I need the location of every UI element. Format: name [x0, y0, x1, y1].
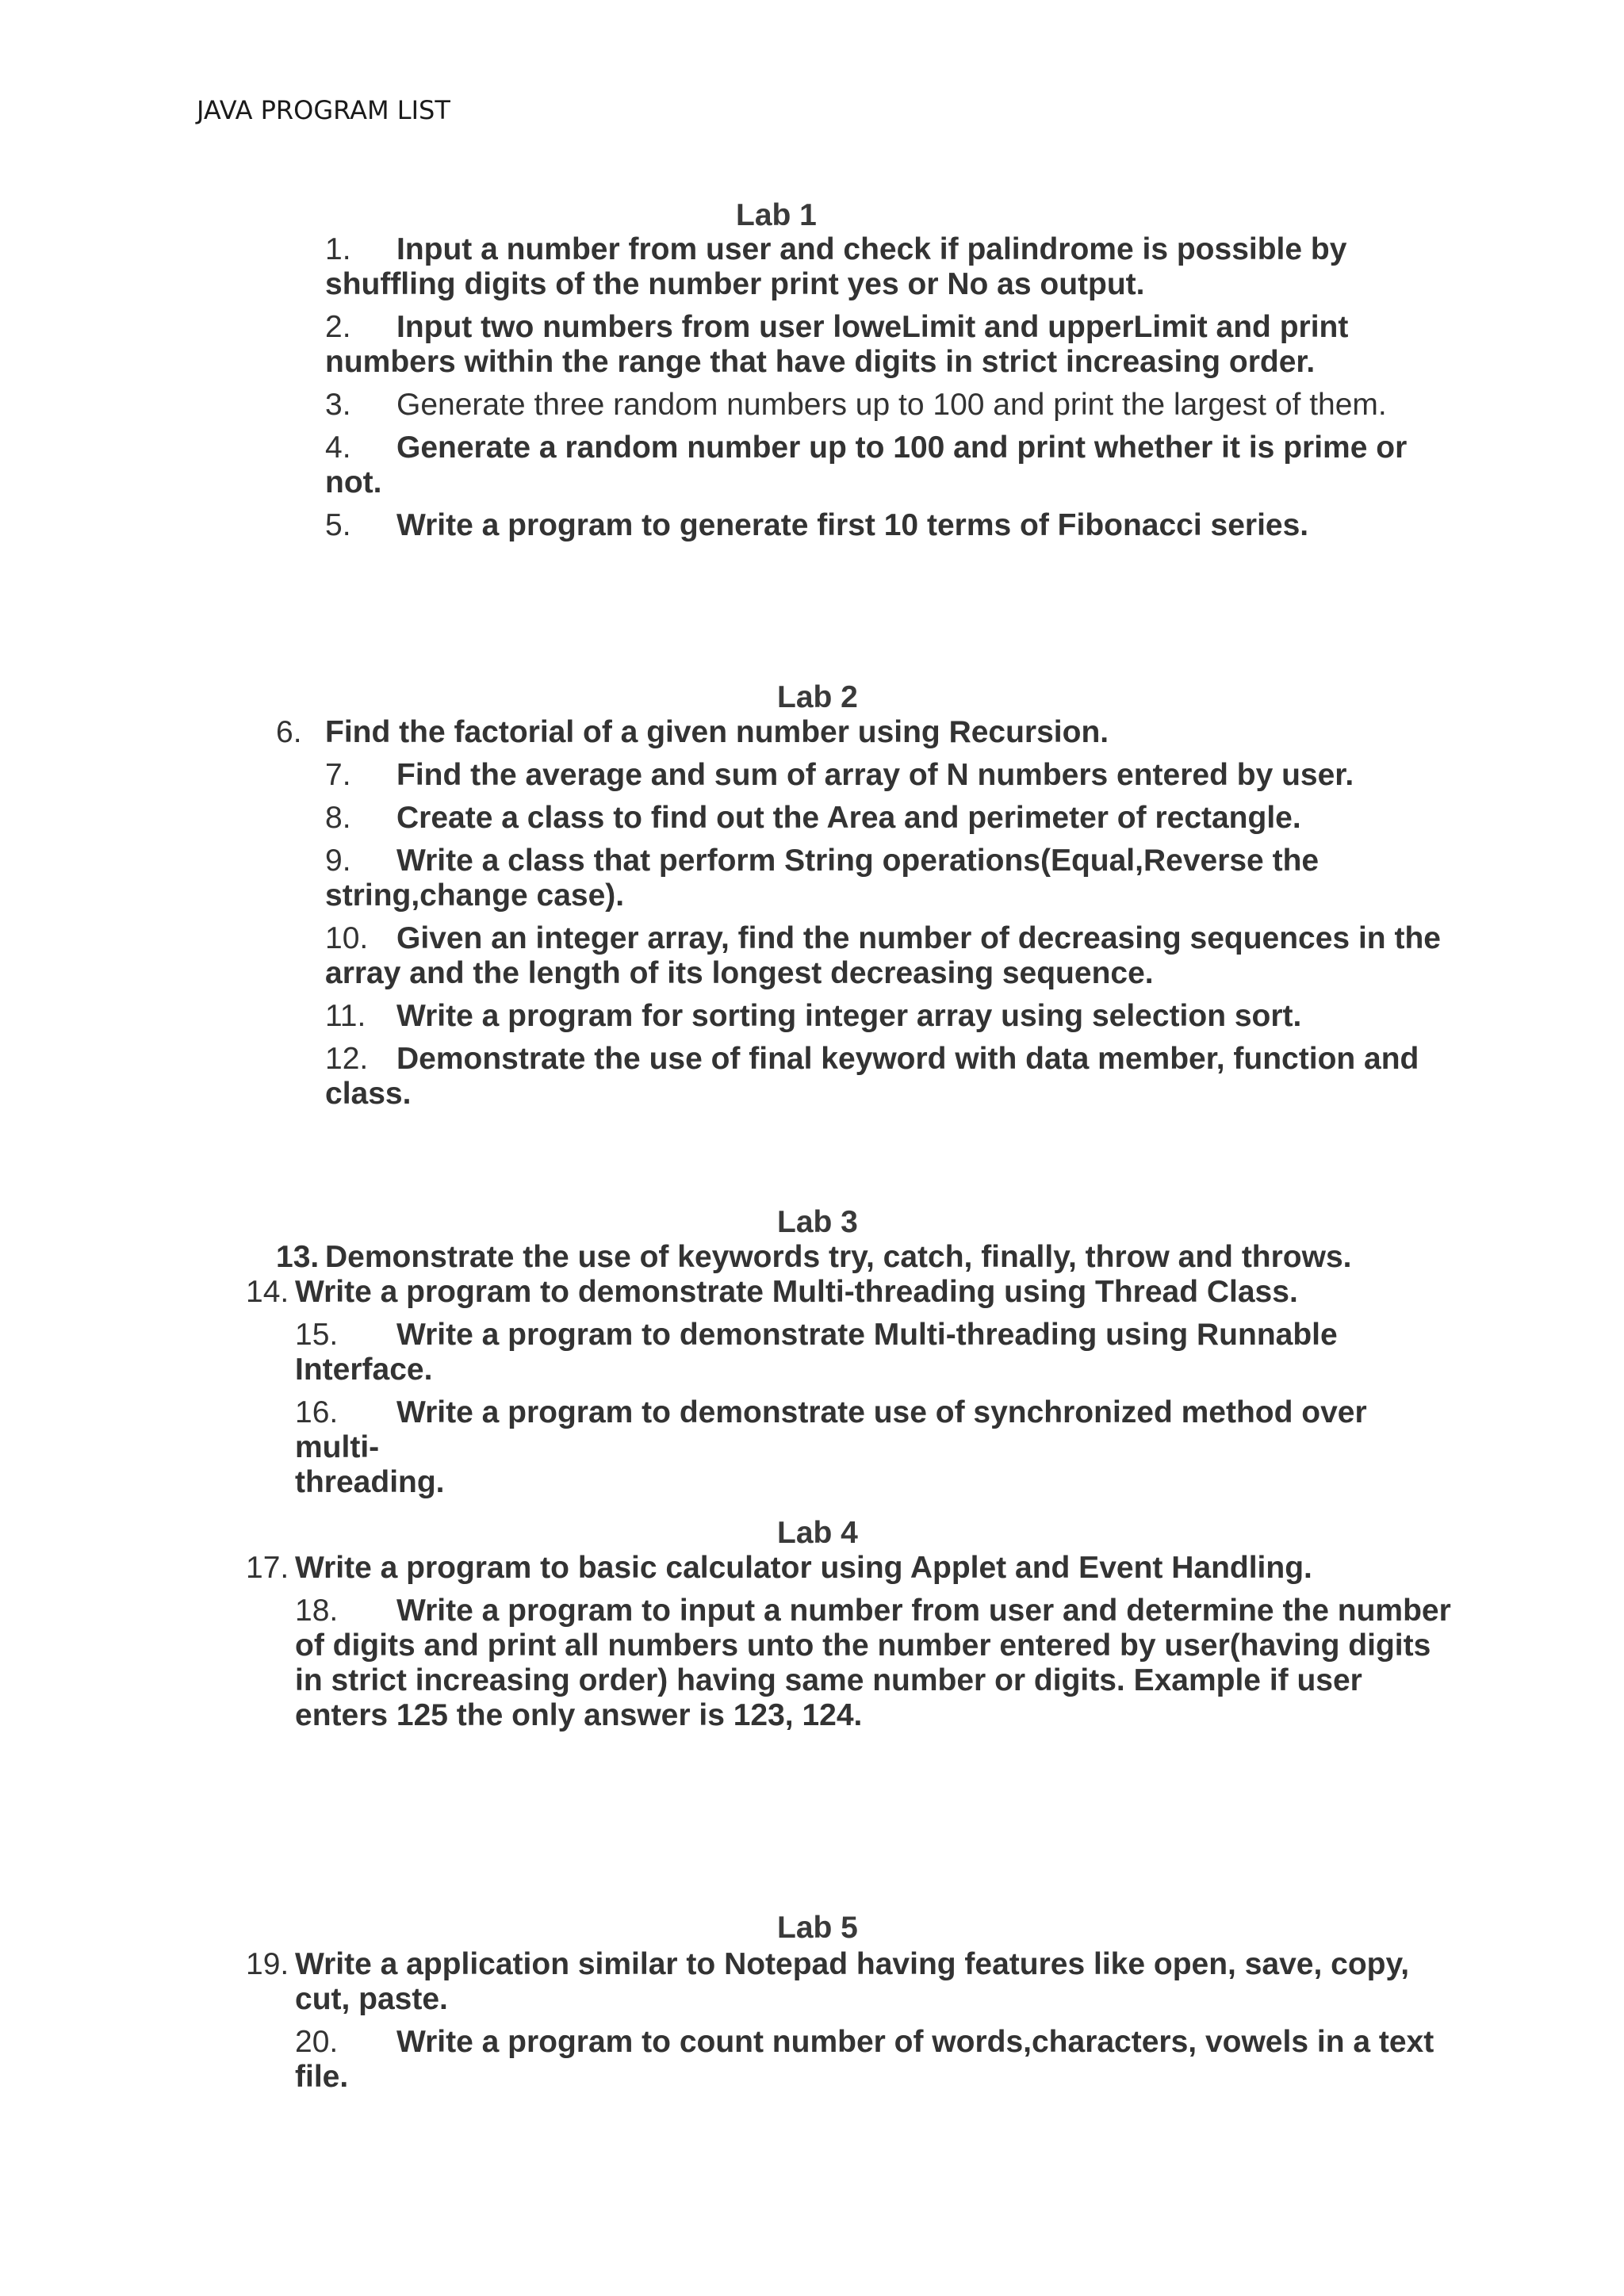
list-item: 19. Write a application similar to Notepad having features like open, save, copy, cut, paste.: [246, 1947, 1410, 2016]
list-item: 2. Input two numbers from user loweLimit and upperLimit and print numbers within the range that have digits in strict increasing order.: [325, 310, 1349, 379]
list-item: 13. Demonstrate the use of keywords try, catch, finally, throw and throws.: [276, 1240, 1352, 1274]
list-item: 15. Write a program to demonstrate Multi-threading using Runnable Interface.: [295, 1318, 1338, 1387]
list-item: 12. Demonstrate the use of final keyword with data member, function and class.: [325, 1042, 1419, 1111]
list-item: 20. Write a program to count number of words,characters, vowels in a text file.: [295, 2025, 1434, 2094]
list-item: 16. Write a program to demonstrate use of synchronized method over multi- threading.: [295, 1395, 1367, 1499]
list-item: 5. Write a program to generate first 10 terms of Fibonacci series.: [325, 508, 1309, 542]
page-header: JAVA PROGRAM LIST: [197, 95, 450, 125]
list-item: 11. Write a program for sorting integer array using selection sort.: [325, 999, 1302, 1033]
lab-title: Lab 4: [777, 1516, 858, 1550]
list-item: 4. Generate a random number up to 100 and print whether it is prime or not.: [325, 430, 1408, 499]
list-item: 7. Find the average and sum of array of N numbers entered by user.: [325, 758, 1354, 792]
list-item: 6. Find the factorial of a given number using Recursion.: [276, 715, 1109, 749]
list-item: 18. Write a program to input a number from user and determine the number of digits and print all numbers unto the number entered by user(having digits in strict increasing order) having same number or digits. Example if user enters 125 the only answer is 123, 124.: [295, 1594, 1451, 1732]
list-item: 1. Input a number from user and check if palindrome is possible by shuffling digits of the number print yes or No as output.: [325, 232, 1347, 301]
list-item: 10. Given an integer array, find the number of decreasing sequences in the array and the length of its longest decreasing sequence.: [325, 921, 1441, 990]
lab-title: Lab 3: [777, 1205, 858, 1239]
lab-title: Lab 2: [777, 680, 858, 714]
list-item: 8. Create a class to find out the Area and perimeter of rectangle.: [325, 801, 1301, 835]
list-item: 17. Write a program to basic calculator using Applet and Event Handling.: [246, 1551, 1312, 1585]
list-item: 9. Write a class that perform String operations(Equal,Reverse the string,change case).: [325, 844, 1320, 913]
list-item: 14. Write a program to demonstrate Multi-threading using Thread Class.: [246, 1275, 1298, 1309]
lab-title: Lab 5: [777, 1911, 858, 1945]
lab-title: Lab 1: [736, 198, 817, 232]
list-item: 3. Generate three random numbers up to 100 and print the largest of them.: [325, 388, 1387, 422]
